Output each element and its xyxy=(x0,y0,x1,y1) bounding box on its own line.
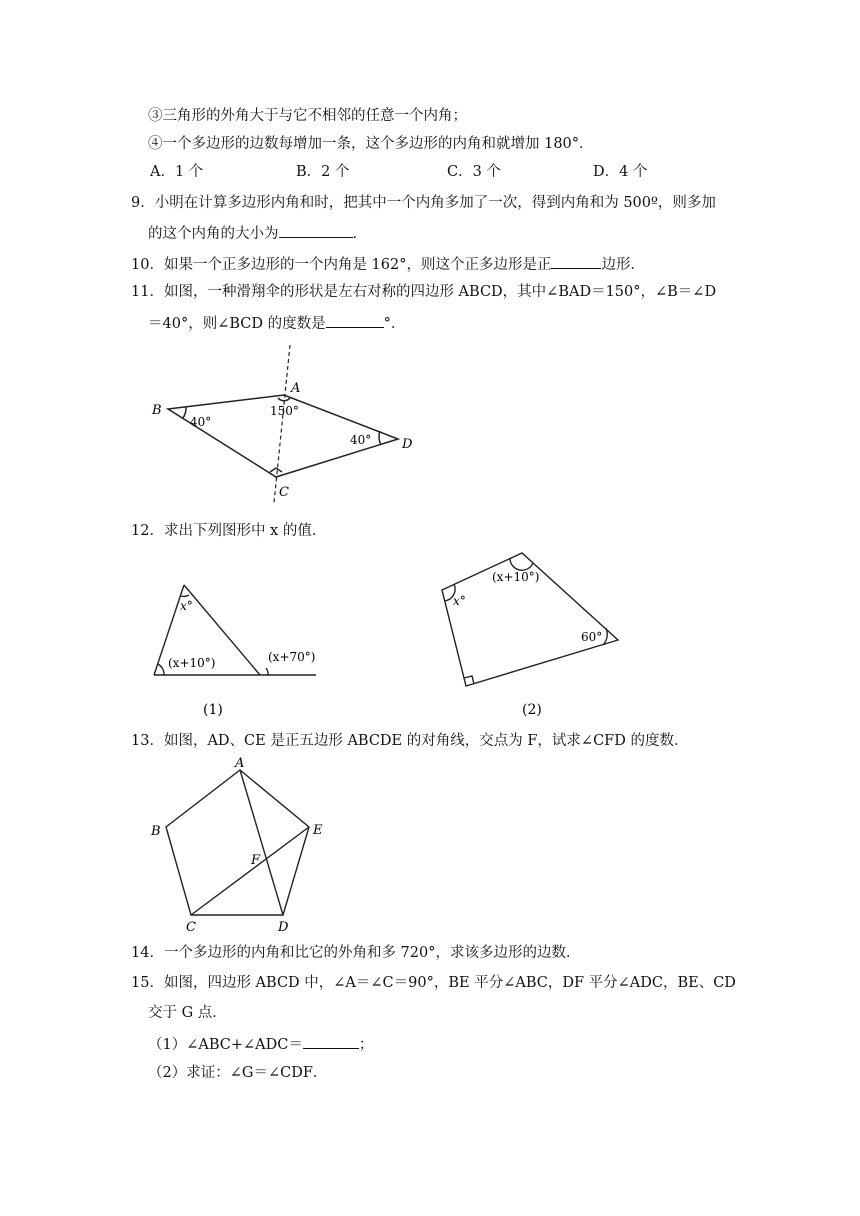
question-11-text: ＝40°，则∠BCD 的度数是 xyxy=(148,316,326,332)
fig1-bottom-angle: (x+10°) xyxy=(168,656,216,670)
question-9-text: 的这个内角的大小为 xyxy=(148,226,279,242)
question-15-part-1-text: （1）∠ABC+∠ADC＝ xyxy=(148,1037,303,1053)
question-9-line-1: 9．小明在计算多边形内角和时，把其中一个内角多加了一次，得到内角和为 500º，则多加 xyxy=(131,195,716,211)
question-9-end: ． xyxy=(352,226,367,242)
fig2-caption: (2) xyxy=(522,702,542,718)
pentagon-label-d: D xyxy=(278,920,289,935)
fig1-exterior-angle: (x+70°) xyxy=(268,650,316,664)
fig2-right-angle: 60° xyxy=(581,630,603,644)
question-15-part-1 xyxy=(148,1033,373,1055)
fig2-left-angle: x° xyxy=(453,594,466,608)
pentagon-label-e: E xyxy=(313,823,323,838)
option-a: A．1 个 xyxy=(150,164,204,180)
question-14: 14．一个多边形的内角和比它的外角和多 720°，求该多边形的边数． xyxy=(131,945,581,961)
option-b: B．2 个 xyxy=(296,164,350,180)
question-10-end: 边形． xyxy=(601,257,645,273)
pentagon-label-b: B xyxy=(151,824,161,839)
question-15-line-1: 15．如图，四边形 ABCD 中，∠A＝∠C＝90°，BE 平分∠ABC，DF 平分∠ADC，BE、CD xyxy=(131,975,736,991)
statement-4: ④一个多边形的边数每增加一条，这个多边形的内角和就增加 180°． xyxy=(148,136,594,152)
pentagon-label-c: C xyxy=(186,920,196,935)
point-label-b: B xyxy=(152,403,162,418)
question-15-line-2: 交于 G 点． xyxy=(148,1005,227,1021)
question-15-part-1-end: ； xyxy=(358,1037,374,1053)
answer-blank[interactable] xyxy=(303,1033,359,1049)
question-10-text: 10．如果一个正多边形的一个内角是 162°，则这个正多边形是正 xyxy=(131,257,552,273)
point-label-d: D xyxy=(402,437,413,452)
question-11-line-1: 11．如图，一种滑翔伞的形状是左右对称的四边形 ABCD，其中∠BAD＝150°，∠B＝∠D xyxy=(131,284,717,300)
fig1-top-angle: x° xyxy=(180,599,193,613)
question-15-part-2: （2）求证：∠G＝∠CDF． xyxy=(148,1065,328,1081)
pentagon-label-a: A xyxy=(235,756,245,771)
angle-a-label: 150° xyxy=(270,404,299,418)
option-d: D．4 个 xyxy=(593,164,648,180)
fig2-top-angle: (x+10°) xyxy=(492,570,540,584)
statement-3: ③三角形的外角大于与它不相邻的任意一个内角； xyxy=(148,108,467,124)
fig1-caption: (1) xyxy=(203,702,223,718)
question-13: 13．如图，AD、CE 是正五边形 ABCDE 的对角线，交点为 F，试求∠CFD 的度数． xyxy=(131,733,689,749)
question-12: 12．求出下列图形中 x 的值． xyxy=(131,523,327,539)
point-label-c: C xyxy=(279,485,289,500)
angle-d-label: 40° xyxy=(350,433,372,447)
pentagon-label-f: F xyxy=(251,853,261,868)
option-c: C．3 个 xyxy=(447,164,501,180)
angle-b-label: 40° xyxy=(190,415,212,429)
point-label-a: A xyxy=(291,381,301,396)
question-11-end: °． xyxy=(383,316,406,332)
